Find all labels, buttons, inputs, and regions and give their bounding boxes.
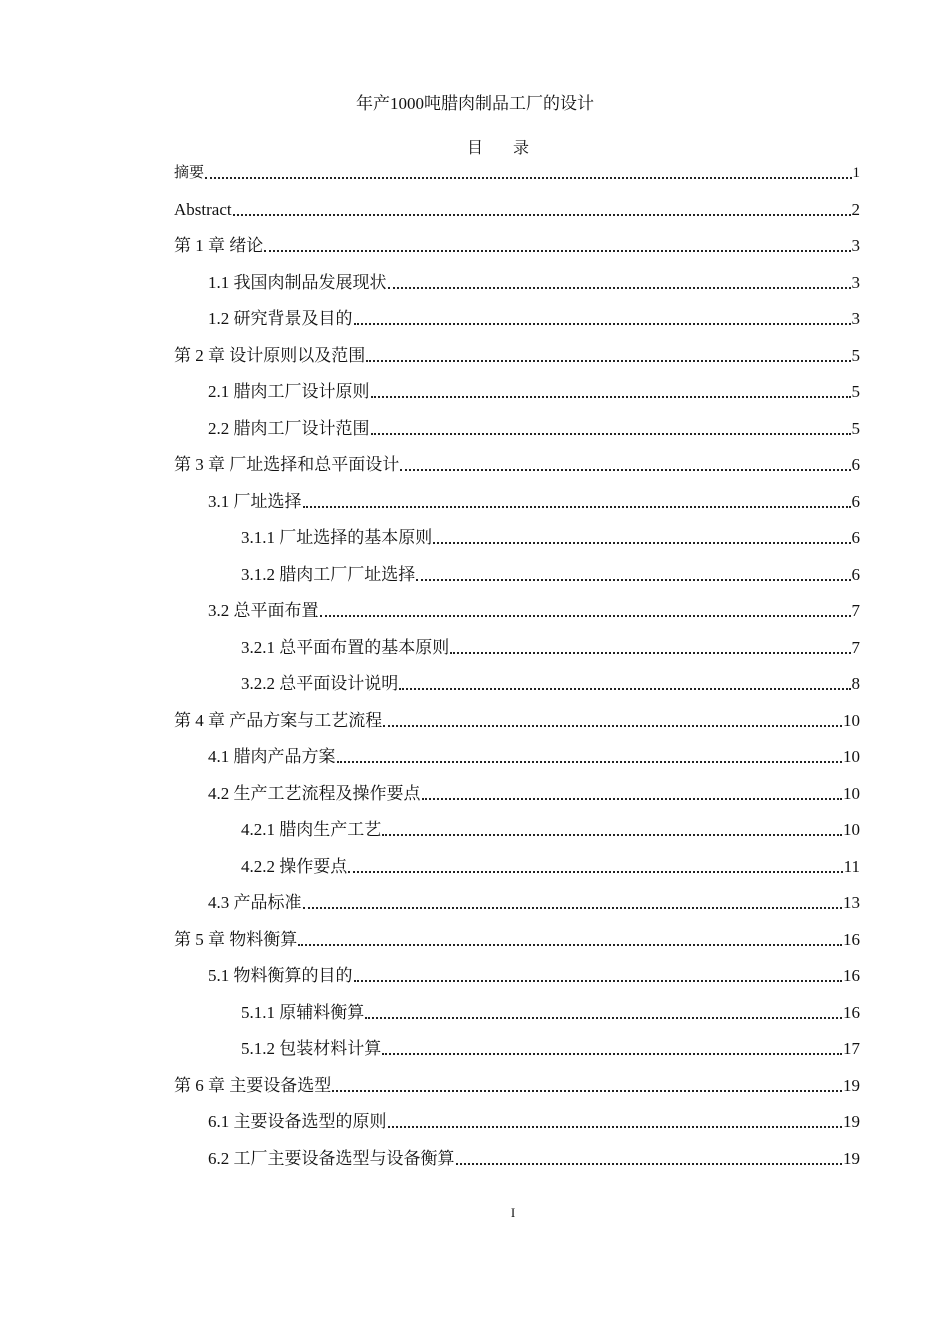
- toc-entry-page: 19: [843, 1075, 860, 1095]
- toc-dot-leader: [383, 725, 842, 727]
- toc-entry-page: 3: [851, 309, 860, 328]
- toc-dot-leader: [433, 542, 850, 544]
- toc-entry[interactable]: [174, 777, 860, 805]
- toc-entry[interactable]: [174, 1032, 860, 1060]
- toc-entry[interactable]: [174, 740, 860, 768]
- toc-entry[interactable]: [174, 302, 860, 330]
- toc-entry[interactable]: [174, 412, 860, 440]
- toc-entry-label: 6.1 主要设备选型的原则: [208, 1112, 387, 1131]
- toc-entry[interactable]: [174, 521, 860, 549]
- toc-entry-page: 10: [843, 710, 860, 730]
- toc-dot-leader: [298, 944, 842, 946]
- toc-dot-leader: [303, 907, 843, 909]
- toc-entry[interactable]: [174, 193, 860, 221]
- toc-dot-leader: [264, 250, 850, 252]
- toc-entry[interactable]: [174, 156, 860, 184]
- toc-entry[interactable]: [174, 266, 860, 294]
- toc-entry[interactable]: [174, 813, 860, 841]
- toc-entry-page: 6: [851, 455, 860, 474]
- toc-entry-label: 6.2 工厂主要设备选型与设备衡算: [208, 1148, 455, 1168]
- toc-entry[interactable]: [174, 375, 860, 403]
- toc-entry-page: 7: [851, 637, 860, 657]
- toc-entry-label: 4.2.2 操作要点: [241, 856, 348, 876]
- toc-entry-page: 8: [851, 674, 860, 693]
- toc-dot-leader: [332, 1090, 842, 1092]
- toc-dot-leader: [320, 615, 851, 617]
- toc-entry-label: 第 2 章 设计原则以及范围: [174, 345, 366, 365]
- toc-entry-label: 摘要: [174, 165, 205, 181]
- toc-entry-label: 3.2 总平面布置: [208, 601, 319, 620]
- page-number: I: [510, 1205, 516, 1220]
- toc-entry-page: 3: [851, 236, 860, 255]
- toc-entry[interactable]: [174, 339, 860, 367]
- toc-dot-leader: [399, 688, 850, 690]
- toc-entry-label: 1.1 我国肉制品发展现状: [208, 272, 387, 292]
- toc-dot-leader: [205, 177, 851, 179]
- toc-entry-page: 17: [843, 1039, 860, 1058]
- toc-dot-leader: [382, 1053, 842, 1055]
- toc-entry-page: 2: [851, 199, 860, 219]
- document-title: 年产1000吨腊肉制品工厂的设计: [356, 94, 594, 113]
- toc-entry[interactable]: [174, 594, 860, 622]
- toc-entry-page: 6: [851, 564, 860, 584]
- toc-entry[interactable]: [174, 1069, 860, 1097]
- toc-dot-leader: [303, 506, 851, 508]
- toc-entry-page: 13: [843, 893, 860, 912]
- toc-dot-leader: [388, 1126, 843, 1128]
- toc-dot-leader: [450, 652, 850, 654]
- toc-entry-label: 3.2.2 总平面设计说明: [241, 674, 399, 693]
- toc-entry[interactable]: [174, 996, 860, 1024]
- toc-entry-label: 3.1.2 腊肉工厂厂址选择: [241, 564, 416, 584]
- toc-entry[interactable]: [174, 229, 860, 257]
- toc-entry[interactable]: [174, 959, 860, 987]
- toc-entry[interactable]: [174, 886, 860, 914]
- toc-entry-label: 第 3 章 厂址选择和总平面设计: [174, 455, 400, 474]
- toc-entry-page: 5: [851, 345, 860, 365]
- toc-entry-page: 6: [851, 491, 860, 511]
- toc-dot-leader: [400, 469, 850, 471]
- toc-entry-label: 5.1.2 包装材料计算: [241, 1039, 382, 1058]
- toc-entry[interactable]: [174, 485, 860, 513]
- toc-entry-page: 16: [843, 966, 860, 985]
- toc-dot-leader: [371, 396, 851, 398]
- toc-dot-leader: [388, 287, 851, 289]
- toc-entry-label: 第 6 章 主要设备选型: [174, 1075, 332, 1095]
- toc-entry-page: 19: [843, 1112, 860, 1131]
- toc-entry-label: 3.1.1 厂址选择的基本原则: [241, 528, 433, 547]
- toc-entry-label: 4.2 生产工艺流程及操作要点: [208, 783, 421, 803]
- toc-entry-label: 2.2 腊肉工厂设计范围: [208, 418, 370, 438]
- toc-entry[interactable]: [174, 1105, 860, 1133]
- toc-dot-leader: [354, 980, 843, 982]
- toc-entry-page: 11: [843, 856, 860, 876]
- toc-entry-page: 10: [843, 820, 860, 839]
- toc-dot-leader: [348, 871, 842, 873]
- toc-dot-leader: [422, 798, 843, 800]
- toc-entry-label: 3.2.1 总平面布置的基本原则: [241, 637, 450, 657]
- toc-dot-leader: [456, 1163, 843, 1165]
- toc-entry-label: 3.1 厂址选择: [208, 491, 302, 511]
- toc-dot-leader: [382, 834, 842, 836]
- toc-entry-label: 5.1 物料衡算的目的: [208, 966, 353, 985]
- toc-entry-page: 7: [851, 601, 860, 620]
- toc-entry[interactable]: [174, 558, 860, 586]
- toc-entry-label: Abstract: [174, 199, 232, 219]
- toc-entry-label: 第 4 章 产品方案与工艺流程: [174, 710, 383, 730]
- toc-dot-leader: [365, 1017, 842, 1019]
- toc-dot-leader: [354, 323, 851, 325]
- toc-entry-label: 4.2.1 腊肉生产工艺: [241, 820, 382, 839]
- toc-dot-leader: [337, 761, 843, 763]
- toc-entry[interactable]: [174, 667, 860, 695]
- toc-entry-label: 第 5 章 物料衡算: [174, 929, 298, 949]
- toc-entry-page: 5: [851, 418, 860, 438]
- toc-entry-page: 19: [843, 1148, 860, 1168]
- toc-entry-label: 第 1 章 绪论: [174, 236, 264, 255]
- toc-dot-leader: [371, 433, 851, 435]
- toc-entry[interactable]: [174, 448, 860, 476]
- toc-entry-page: 10: [843, 747, 860, 766]
- toc-heading-right: 录: [513, 140, 530, 157]
- toc-entry-page: 3: [851, 272, 860, 292]
- toc-entry[interactable]: [174, 631, 860, 659]
- toc-entry-page: 5: [851, 382, 860, 401]
- toc-entry-label: 5.1.1 原辅料衡算: [241, 1002, 365, 1022]
- toc-entry[interactable]: [174, 850, 860, 878]
- toc-dot-leader: [416, 579, 850, 581]
- toc-entry-page: 10: [843, 783, 860, 803]
- toc-dot-leader: [233, 214, 851, 216]
- toc-entry-label: 2.1 腊肉工厂设计原则: [208, 382, 370, 401]
- toc-entry[interactable]: [174, 1142, 860, 1170]
- toc-entry-page: 16: [843, 1002, 860, 1022]
- toc-entry-label: 4.3 产品标准: [208, 893, 302, 912]
- toc-entry-page: 1: [852, 165, 860, 181]
- toc-entry[interactable]: [174, 923, 860, 951]
- toc-entry-page: 6: [851, 528, 860, 547]
- toc-entry-label: 4.1 腊肉产品方案: [208, 747, 336, 766]
- toc-entry[interactable]: [174, 704, 860, 732]
- toc-entry-page: 16: [843, 929, 860, 949]
- toc-entry-label: 1.2 研究背景及目的: [208, 309, 353, 328]
- toc-heading-left: 目: [466, 140, 483, 157]
- toc-dot-leader: [366, 360, 850, 362]
